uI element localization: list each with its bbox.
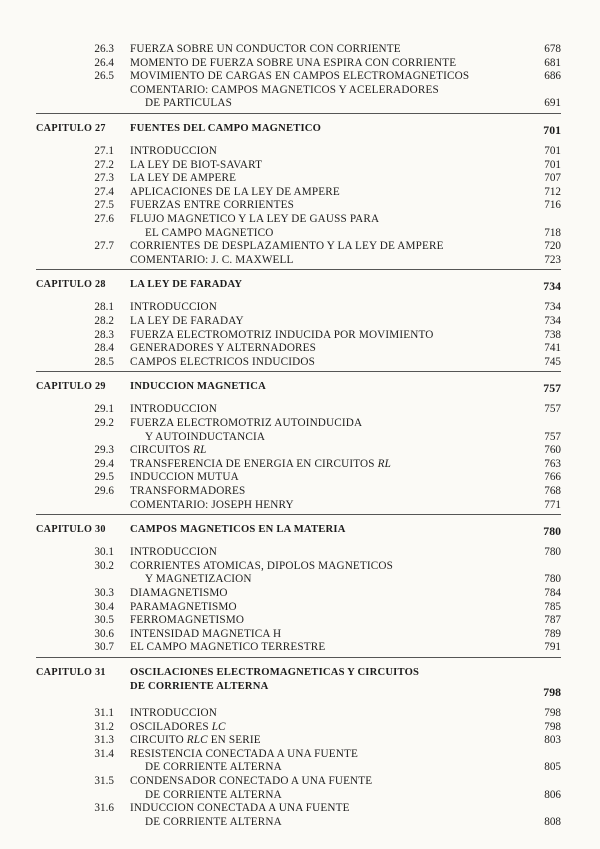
section-number: 29.2 <box>94 417 114 429</box>
chapter-label: CAPITULO 29 <box>36 381 106 393</box>
section-number: 31.4 <box>94 747 114 760</box>
section-title: COMENTARIO: JOSEPH HENRY <box>130 498 294 511</box>
chapter-title: LA LEY DE FARADAY <box>130 279 243 291</box>
page-number: 808 <box>544 815 561 828</box>
chapter-page-number: 798 <box>543 685 561 699</box>
section-title: FUERZA ELECTROMOTRIZ INDUCIDA POR MOVIMIENTO <box>130 328 434 341</box>
section-title: FLUJO MAGNETICO Y LA LEY DE GAUSS PARA <box>130 213 380 225</box>
section-divider <box>36 514 561 515</box>
page-number: 785 <box>544 600 561 613</box>
section-title: INTRODUCCION <box>130 301 217 314</box>
page-number: 707 <box>544 172 561 185</box>
toc-entry[interactable] <box>0 144 600 158</box>
page-number: 681 <box>544 56 561 69</box>
section-number: 31.6 <box>94 802 114 815</box>
toc-entry[interactable] <box>0 559 600 573</box>
toc-entry[interactable] <box>0 600 600 614</box>
toc-entry[interactable] <box>0 212 600 226</box>
section-title: INDUCCION CONECTADA A UNA FUENTE <box>130 802 350 815</box>
chapter-page-number: 757 <box>543 381 561 396</box>
section-title: EL CAMPO MAGNETICO TERRESTRE <box>130 641 326 654</box>
section-title: CORRIENTES DE DESPLAZAMIENTO Y LA LEY DE AMPERE <box>130 240 444 253</box>
section-title: CORRIENTES ATOMICAS, DIPOLOS MAGNETICOS <box>130 559 393 572</box>
toc-entry[interactable] <box>0 720 600 734</box>
section-title: FERROMAGNETISMO <box>130 614 245 627</box>
section-number: 29.4 <box>94 457 114 470</box>
page-number: 701 <box>544 145 561 157</box>
section-number: 31.1 <box>94 707 114 719</box>
page-number: 787 <box>544 614 561 627</box>
page-number: 791 <box>544 641 561 654</box>
toc-entry[interactable] <box>0 484 600 498</box>
toc-entry[interactable] <box>0 239 600 253</box>
section-number: 27.1 <box>94 145 114 157</box>
section-title: LA LEY DE FARADAY <box>130 315 244 327</box>
section-title: INTRODUCCION <box>130 403 217 416</box>
section-title: Y AUTOINDUCTANCIA <box>145 430 266 443</box>
section-title: MOVIMIENTO DE CARGAS EN CAMPOS ELECTROMAGNETICOS <box>130 70 470 83</box>
page-number: 701 <box>544 158 561 171</box>
section-title: FUERZA ELECTROMOTRIZ AUTOINDUCIDA <box>130 417 363 429</box>
chapter-title: FUENTES DEL CAMPO MAGNETICO <box>130 123 322 134</box>
chapter-heading[interactable] <box>0 279 600 298</box>
chapter-title: OSCILACIONES ELECTROMAGNETICAS Y CIRCUITOS <box>130 667 420 678</box>
page-number: 716 <box>544 199 561 212</box>
section-number: 28.4 <box>94 342 114 355</box>
page-number: 686 <box>544 70 561 83</box>
section-number: 28.3 <box>94 328 114 341</box>
section-title: TRANSFORMADORES <box>130 485 246 497</box>
italic-symbol: LC <box>211 720 226 733</box>
section-title: INTRODUCCION <box>130 707 217 719</box>
toc-entry[interactable] <box>0 226 600 240</box>
section-title: CONDENSADOR CONECTADO A UNA FUENTE <box>130 775 373 787</box>
toc-entry[interactable] <box>0 457 600 471</box>
toc-comment-entry[interactable] <box>0 498 600 512</box>
section-title: INDUCCION MUTUA <box>130 471 239 484</box>
toc-entry[interactable] <box>0 545 600 559</box>
section-number: 31.2 <box>94 720 114 733</box>
section-title: INTRODUCCION <box>130 546 217 559</box>
chapter-label: CAPITULO 27 <box>36 123 106 134</box>
section-number: 27.6 <box>94 213 114 225</box>
page-number: 780 <box>544 573 561 586</box>
section-title: MOMENTO DE FUERZA SOBRE UNA ESPIRA CON CORRIENTE <box>130 56 457 69</box>
page-number: 771 <box>544 498 561 511</box>
chapter-page-number: 780 <box>543 524 561 539</box>
toc-entry[interactable] <box>0 69 600 83</box>
section-title: INTRODUCCION <box>130 145 217 157</box>
page-number: 718 <box>544 226 561 239</box>
toc-entry[interactable] <box>0 470 600 484</box>
toc-entry[interactable] <box>0 774 600 788</box>
section-number: 31.5 <box>94 775 114 787</box>
section-number: 26.4 <box>94 56 114 69</box>
toc-entry[interactable] <box>0 341 600 355</box>
page-number: 712 <box>544 185 561 198</box>
page-number: 763 <box>544 457 561 470</box>
section-title: DE CORRIENTE ALTERNA <box>145 788 282 801</box>
section-title: LA LEY DE AMPERE <box>130 172 237 185</box>
toc-entry[interactable] <box>0 572 600 586</box>
toc-entry[interactable] <box>0 586 600 600</box>
toc-entry[interactable] <box>0 733 600 747</box>
section-title: DE CORRIENTE ALTERNA <box>145 761 282 774</box>
toc-entry[interactable] <box>0 402 600 416</box>
section-number: 30.4 <box>94 600 114 613</box>
section-title: CIRCUITOS RL <box>130 444 207 457</box>
section-number: 27.5 <box>94 199 114 212</box>
toc-entry[interactable] <box>0 443 600 457</box>
page-number: 798 <box>544 720 561 733</box>
section-number: 31.3 <box>94 734 114 747</box>
section-number: 28.5 <box>94 355 114 368</box>
section-number: 26.5 <box>94 70 114 83</box>
section-title: APLICACIONES DE LA LEY DE AMPERE <box>130 185 340 198</box>
section-title: GENERADORES Y ALTERNADORES <box>130 342 317 355</box>
section-title: COMENTARIO: J. C. MAXWELL <box>130 253 294 266</box>
section-number: 30.3 <box>94 587 114 599</box>
section-divider <box>36 269 561 270</box>
chapter-title: DE CORRIENTE ALTERNA <box>130 681 269 692</box>
toc-entry[interactable] <box>0 640 600 654</box>
section-title: EL CAMPO MAGNETICO <box>145 226 274 239</box>
toc-entry[interactable] <box>0 42 600 56</box>
toc-entry[interactable] <box>0 801 600 815</box>
italic-symbol: RL <box>193 444 207 457</box>
toc-comment-entry[interactable] <box>0 96 600 110</box>
page-number: 766 <box>544 471 561 484</box>
section-number: 27.2 <box>94 158 114 171</box>
page-number: 723 <box>544 253 561 266</box>
section-title: Y MAGNETIZACION <box>145 573 252 586</box>
page-number: 741 <box>544 342 561 355</box>
section-divider <box>36 371 561 372</box>
section-title: OSCILADORES LC <box>130 720 226 733</box>
toc-entry[interactable] <box>0 706 600 720</box>
toc-entry[interactable] <box>0 760 600 774</box>
toc-entry[interactable] <box>0 158 600 172</box>
page-number: 805 <box>544 761 561 774</box>
toc-entry[interactable] <box>0 328 600 342</box>
chapter-label: CAPITULO 28 <box>36 279 106 291</box>
chapter-heading[interactable] <box>0 123 600 142</box>
toc-entry[interactable] <box>0 198 600 212</box>
toc-entry[interactable] <box>0 747 600 761</box>
section-number: 28.1 <box>94 301 114 314</box>
page-number: 760 <box>544 444 561 457</box>
section-divider <box>36 113 561 114</box>
section-number: 29.3 <box>94 444 114 457</box>
section-number: 27.4 <box>94 185 114 198</box>
section-number: 28.2 <box>94 315 114 327</box>
section-number: 26.3 <box>94 43 114 55</box>
toc-entry[interactable] <box>0 185 600 199</box>
chapter-page-number: 701 <box>543 123 561 137</box>
section-number: 30.5 <box>94 614 114 627</box>
section-title: DIAMAGNETISMO <box>130 587 228 599</box>
toc-entry[interactable] <box>0 613 600 627</box>
italic-symbol: RLC <box>186 734 208 747</box>
page-number: 780 <box>544 546 561 559</box>
toc-entry[interactable] <box>0 171 600 185</box>
chapter-title: CAMPOS MAGNETICOS EN LA MATERIA <box>130 524 346 536</box>
section-number: 30.1 <box>94 546 114 559</box>
section-title: COMENTARIO: CAMPOS MAGNETICOS Y ACELERADORES <box>130 83 439 96</box>
section-number: 30.2 <box>94 559 114 572</box>
page-number: 784 <box>544 587 561 599</box>
section-number: 30.7 <box>94 641 114 654</box>
section-title: FUERZAS ENTRE CORRIENTES <box>130 199 294 212</box>
section-title: TRANSFERENCIA DE ENERGIA EN CIRCUITOS RL <box>130 457 391 470</box>
section-title: CAMPOS ELECTRICOS INDUCIDOS <box>130 355 315 368</box>
toc-entry[interactable] <box>0 788 600 802</box>
page-number: 738 <box>544 328 561 341</box>
section-number: 30.6 <box>94 627 114 640</box>
chapter-heading[interactable] <box>0 381 600 400</box>
chapter-label: CAPITULO 31 <box>36 667 106 678</box>
section-title: DE CORRIENTE ALTERNA <box>145 815 282 828</box>
section-title: INTENSIDAD MAGNETICA H <box>130 627 282 640</box>
page-number: 745 <box>544 355 561 368</box>
toc-entry[interactable] <box>0 300 600 314</box>
section-number: 29.1 <box>94 403 114 416</box>
page-number: 757 <box>544 430 561 443</box>
page-number: 757 <box>544 403 561 416</box>
section-number: 27.3 <box>94 172 114 185</box>
chapter-page-number: 734 <box>543 279 561 294</box>
chapter-heading[interactable] <box>0 667 600 701</box>
toc-entry[interactable] <box>0 627 600 641</box>
italic-symbol: RL <box>377 457 391 470</box>
section-title: FUERZA SOBRE UN CONDUCTOR CON CORRIENTE <box>130 43 401 55</box>
section-number: 27.7 <box>94 240 114 253</box>
toc-entry[interactable] <box>0 416 600 430</box>
page-number: 798 <box>544 707 561 719</box>
section-title: LA LEY DE BIOT-SAVART <box>130 158 263 171</box>
section-number: 29.6 <box>94 485 114 497</box>
toc-entry[interactable] <box>0 815 600 829</box>
chapter-heading[interactable] <box>0 524 600 543</box>
page-number: 734 <box>544 315 561 327</box>
toc-entry[interactable] <box>0 314 600 328</box>
section-title: RESISTENCIA CONECTADA A UNA FUENTE <box>130 747 358 760</box>
page-number: 806 <box>544 788 561 801</box>
chapter-title: INDUCCION MAGNETICA <box>130 381 266 393</box>
toc-entry[interactable] <box>0 355 600 369</box>
section-divider <box>36 657 561 658</box>
page-number: 734 <box>544 301 561 314</box>
section-title: PARAMAGNETISMO <box>130 600 237 613</box>
toc-entry[interactable] <box>0 56 600 70</box>
section-title: CIRCUITO RLC EN SERIE <box>130 734 261 747</box>
toc-comment-entry[interactable] <box>0 253 600 267</box>
toc-entry[interactable] <box>0 430 600 444</box>
page-number: 678 <box>544 43 561 55</box>
toc-comment-entry[interactable] <box>0 83 600 97</box>
chapter-label: CAPITULO 30 <box>36 524 106 536</box>
page-number: 768 <box>544 485 561 497</box>
page-number: 803 <box>544 734 561 747</box>
page-number: 691 <box>544 97 561 110</box>
section-title: DE PARTICULAS <box>145 97 232 110</box>
page-number: 789 <box>544 627 561 640</box>
section-number: 29.5 <box>94 471 114 484</box>
page-number: 720 <box>544 240 561 253</box>
